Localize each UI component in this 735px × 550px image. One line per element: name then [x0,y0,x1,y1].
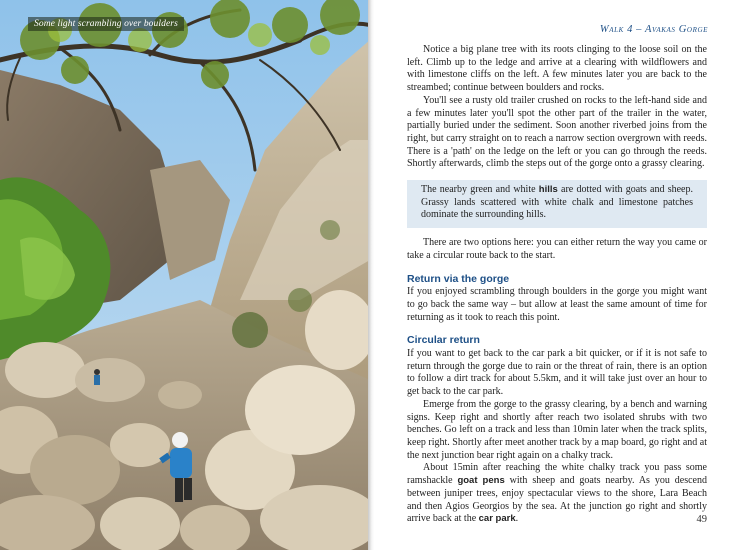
paragraph-7 [407,462,707,526]
paragraph-2: You'll see a rusty old trailer crushed on rocks to the left-hand side and a few minutes later you'll spot the other part of the trailer in the water, partially buried under the sediment. Soon another riverbed joins from the right, but carry straight on to reach a narrow section overgrown with reeds. There is a 'path' on the ledge on the left or you can go through the reeds. Shortly afterwards, climb the steps out of the gorge onto a grassy clearing. [407,94,707,170]
info-box-text-end: are dotted with goats and sheep. Grassy lands scattered with white chalk and limestone patches dominate the surrounding hills. [421,184,693,221]
paragraph-3: There are two options here: you can either return the way you came or take a circular route back to the start. [407,237,707,261]
paragraph-6: Emerge from the gorge to the grassy clearing, by a bench and warning signs. Keep right and shortly after reach two isolated shrubs with two benches. Go left on a track and less than 10min later when the track splits, keep right. Shortly after meet another track by a map board, go right and at the next junction bear right again on a chalky track. [407,398,707,461]
photo-caption: Some light scrambling over boulders [28,17,184,31]
heading-return-via-gorge: Return via the gorge [407,272,510,285]
paragraph-4: If you enjoyed scrambling through boulders in the gorge you might want to go back the same way – but allow at least the same amount of time for returning as it took to reach this point. [407,286,707,323]
page-number: 49 [696,514,707,525]
car-park-bold: car park [478,513,516,525]
paragraph-5: If you want to get back to the car park a bit quicker, or if it is not safe to return through the gorge due to rain or the threat of rain, there is an option to follow a dirt track for about 5.5km, and it will take just over an hour to get back to the car park. [407,348,707,398]
paragraph-7-part-c: with sheep and goats nearby. As you descend between juniper trees, enjoy spectacular views to the shore, Lara Beach and then Agios Georgios by the sea. At the junction go right and shortly arrive back at the [407,475,707,525]
heading-circular-return: Circular return [407,334,480,347]
text-page [374,0,735,550]
info-box-text-start: The nearby green and white [421,184,539,196]
paragraph-7-part-d: . [515,513,519,525]
goat-pens-bold: goat pens [457,475,505,487]
running-head: Walk 4 – Avakas Gorge [599,24,708,35]
paragraph-1: Notice a big plane tree with its roots clinging to the loose soil on the left. Climb up to the ledge and arrive at a clearing with wildflowers and with limestone cliffs on the left. A few minutes later you are back to the streambed; continue between boulders and rocks. [407,44,707,94]
body-text [407,44,707,526]
info-box-text [421,184,693,222]
paragraph-7-part-a: About 15min after reaching the white chalky track you pass some ramshackle [407,462,707,487]
info-box [407,180,707,228]
info-box-bold: hills [538,184,558,196]
